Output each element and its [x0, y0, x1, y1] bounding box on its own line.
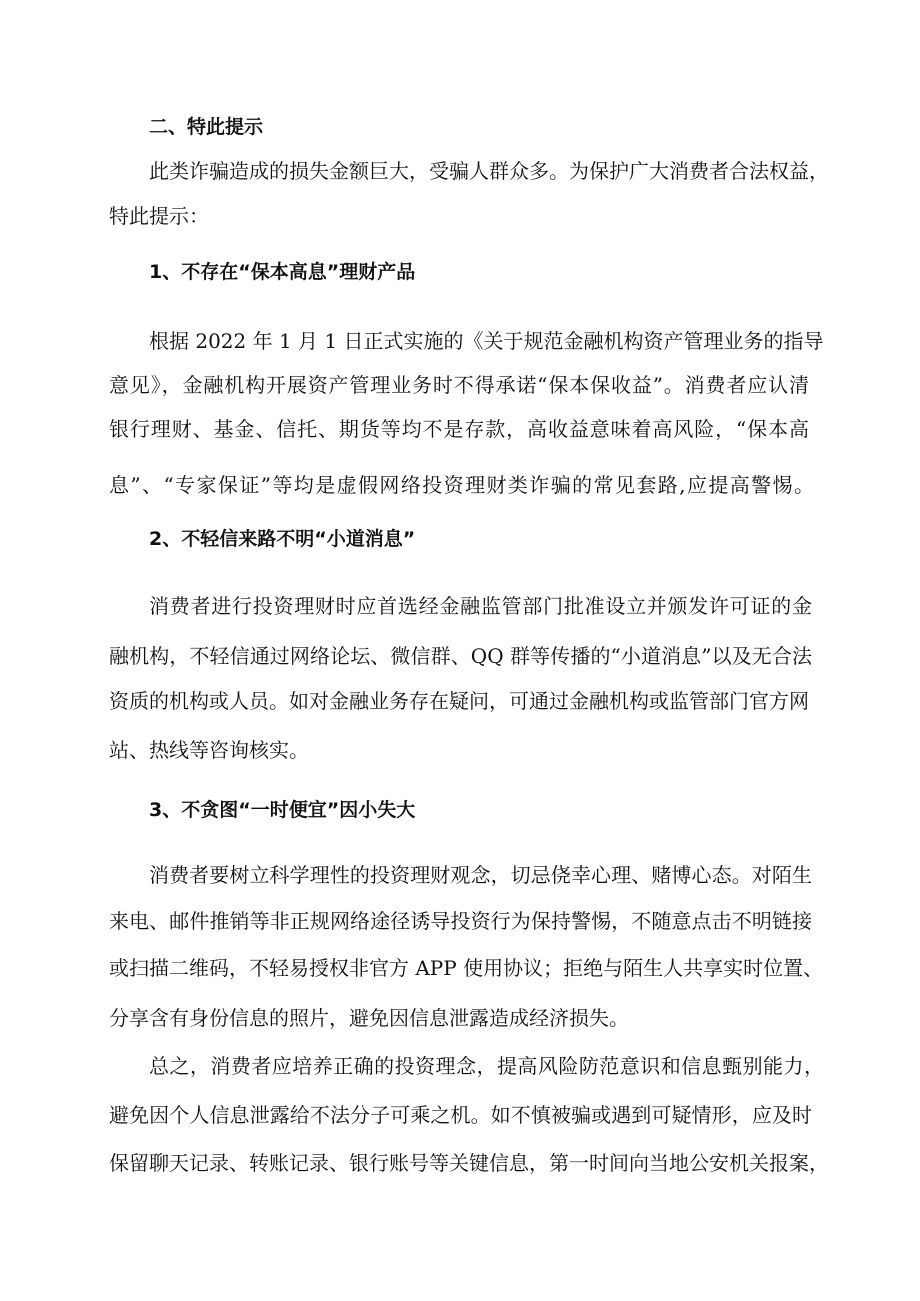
- tip-1-line-3: 银行理财、基金、信托、期货等均不是存款，高收益意味着高风险，“保本高: [109, 417, 809, 441]
- conclusion-line-1: 总之，消费者应培养正确的投资理念，提高风险防范意识和信息甄别能力，: [149, 1054, 824, 1078]
- section-title: 二、特此提示: [149, 116, 264, 138]
- conclusion-line-2: 避免因个人信息泄露给不法分子可乘之机。如不慎被骗或遇到可疑情形，应及时: [109, 1103, 812, 1127]
- tip-2-line-2: 融机构，不轻信通过网络论坛、微信群、QQ 群等传播的“小道消息”以及无合法: [109, 644, 812, 668]
- tip-3-heading: 3、不贪图“一时便宜”因小失大: [149, 799, 416, 821]
- tip-1-line-2: 意见》，金融机构开展资产管理业务时不得承诺“保本保收益”。消费者应认清: [109, 373, 809, 397]
- tip-2-line-1: 消费者进行投资理财时应首选经金融监管部门批准设立并颁发许可证的金: [149, 594, 812, 618]
- intro-line-2: 特此提示：: [109, 204, 209, 228]
- conclusion-line-3: 保留聊天记录、转账记录、银行账号等关键信息，第一时间向当地公安机关报案，: [109, 1151, 829, 1175]
- tip-3-line-2: 来电、邮件推销等非正规网络途径诱导投资行为保持警惕，不随意点击不明链接: [109, 909, 812, 933]
- intro-line-1: 此类诈骗造成的损失金额巨大，受骗人群众多。为保护广大消费者合法权益，: [149, 159, 829, 183]
- tip-2-line-3: 资质的机构或人员。如对金融业务存在疑问，可通过金融机构或监管部门官方网: [109, 689, 809, 713]
- tip-2-line-4: 站、热线等咨询核实。: [109, 738, 309, 762]
- tip-3-line-3: 或扫描二维码，不轻易授权非官方 APP 使用协议；拒绝与陌生人共享实时位置、: [109, 956, 824, 980]
- tip-3-line-1: 消费者要树立科学理性的投资理财观念，切忌侥幸心理、赌博心态。对陌生: [149, 863, 812, 887]
- tip-1-line-4: 息”、“专家保证”等均是虚假网络投资理财类诈骗的常见套路,应提高警惕。: [109, 473, 814, 497]
- tip-1-heading: 1、不存在“保本高息”理财产品: [149, 261, 416, 283]
- tip-1-line-1: 根据 2022 年 1 月 1 日正式实施的《关于规范金融机构资产管理业务的指导: [149, 329, 824, 353]
- tip-3-line-4: 分享含有身份信息的照片，避免因信息泄露造成经济损失。: [109, 1006, 629, 1030]
- tip-2-heading: 2、不轻信来路不明“小道消息”: [149, 528, 416, 550]
